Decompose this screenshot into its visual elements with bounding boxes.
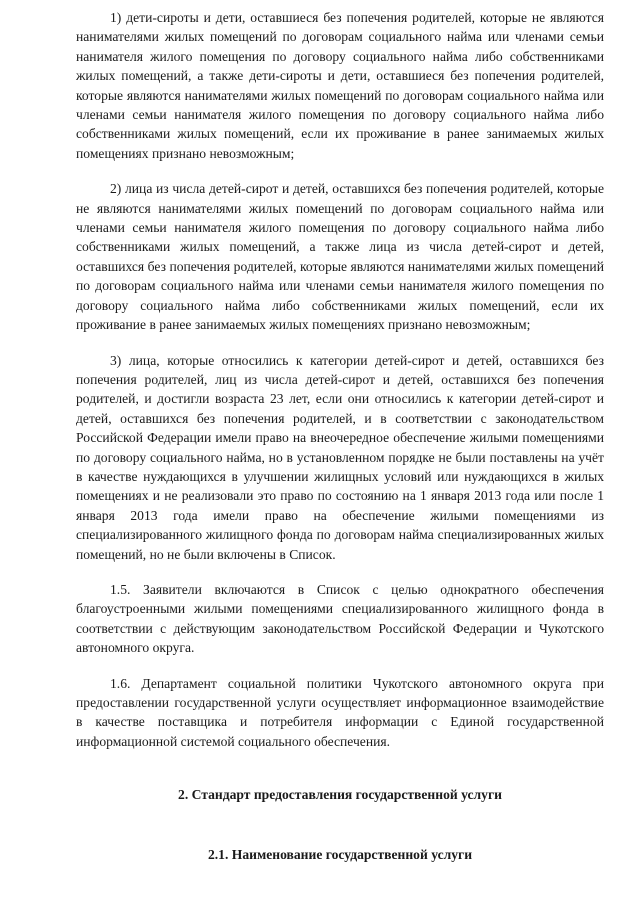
paragraph-1-6: 1.6. Департамент социальной политики Чукотского автономного округа при предоставлении государственной услуги осуществляет информационное взаимодействие в качестве поставщика и потребителя информации с Единой государственной информационной системой социального обеспечения. <box>76 675 604 749</box>
paragraph-1-5: 1.5. Заявители включаются в Список с целью однократного обеспечения благоустроенными жилыми помещениями специализированного жилищного фонда в соответствии с действующим законодательством Российской Федерации и Чукотского автономного округа. <box>76 581 604 656</box>
paragraph-item-1: 1) дети-сироты и дети, оставшиеся без попечения родителей, которые не являются нанимателями жилых помещений по договорам социального найма или членами семьи нанимателя жилого помещения по договору социального найма либо собственниками жилых помещений, а также дети-сироты и дети, оставшиеся без попечения родителей, которые являются нанимателями жилых помещений по договорам социального найма или членами семьи нанимателя жилого помещения по договору социального найма либо собственниками жилых помещений, если их проживание в ранее занимаемых жилых помещениях признано невозможным; <box>76 10 604 161</box>
paragraph-item-3: 3) лица, которые относились к категории детей-сирот и детей, оставшихся без попечения родителей, лиц из числа детей-сирот и детей, оставшихся без попечения родителей, и достигли возраста 23 лет, если они относились к категории детей-сирот и детей, оставшихся без попечения родителей, и в соответствии с законодательством Российской Федерации имели право на внеочередное обеспечение жилыми помещениями по договору социального найма, но в установленном порядке не были поставлены на учёт в качестве нуждающихся в улучшении жилищных условий или нуждающихся в жилых помещениях и не реализовали это право по состоянию на 1 января 2013 года или после 1 января 2013 года имели право на обеспечение жилыми помещениями из специализированного жилищного фонда по договорам найма специализированных жилых помещений, но не были включены в Список. <box>76 352 604 562</box>
section-heading: 2. Стандарт предоставления государственной услуги <box>178 787 502 803</box>
document-page <box>76 8 604 864</box>
subsection-heading: 2.1. Наименование государственной услуги <box>207 846 473 862</box>
paragraph-item-2: 2) лица из числа детей-сирот и детей, оставшихся без попечения родителей, которые не являются нанимателями жилых помещений по договорам социального найма или членами семьи нанимателя жилого помещения по договору социального найма либо собственниками жилых помещений, а также лица из числа детей-сирот и детей, оставшихся без попечения родителей, которые являются нанимателями жилых помещений по договорам социального найма или членами семьи нанимателя жилого помещения по договору социального найма либо собственниками жилых помещений, если их проживание в ранее занимаемых жилых помещениях признано невозможным; <box>76 181 604 333</box>
